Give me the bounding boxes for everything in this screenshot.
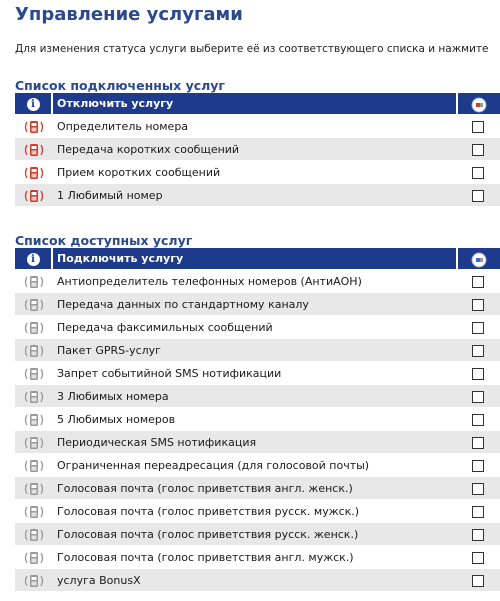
service-name: Передача данных по стандартному каналу	[53, 292, 456, 315]
action-header-cell	[456, 248, 500, 269]
row-icon-cell	[15, 384, 53, 407]
row-icon-cell	[15, 361, 53, 384]
service-name: услуга BonusX	[53, 568, 456, 591]
row-check-cell	[456, 407, 500, 430]
row-icon-cell	[15, 137, 53, 160]
available-section-title: Список доступных услуг	[15, 233, 193, 248]
available-services-table	[15, 248, 500, 591]
service-name: 1 Любимый номер	[53, 183, 456, 206]
table-row	[15, 384, 500, 407]
row-check-cell	[456, 476, 500, 499]
row-check-cell	[456, 499, 500, 522]
row-icon-cell	[15, 269, 53, 292]
row-check-cell	[456, 568, 500, 591]
service-name: Голосовая почта (голос приветствия англ. женск.)	[53, 476, 456, 499]
row-icon-cell	[15, 315, 53, 338]
service-checkbox[interactable]	[472, 483, 484, 495]
phone-inactive-icon	[23, 435, 45, 451]
row-check-cell	[456, 545, 500, 568]
phone-inactive-icon	[23, 550, 45, 566]
service-name: Определитель номера	[53, 114, 456, 137]
row-icon-cell	[15, 114, 53, 137]
service-checkbox[interactable]	[472, 299, 484, 311]
service-checkbox[interactable]	[472, 506, 484, 518]
phone-inactive-icon	[23, 573, 45, 589]
row-check-cell	[456, 315, 500, 338]
row-icon-cell	[15, 453, 53, 476]
row-icon-cell	[15, 499, 53, 522]
page-title: Управление услугами	[15, 4, 243, 25]
table-row	[15, 476, 500, 499]
connect-service-label: Подключить услугу	[57, 252, 184, 265]
phone-inactive-icon	[23, 481, 45, 497]
service-name: Пакет GPRS-услуг	[53, 338, 456, 361]
row-check-cell	[456, 453, 500, 476]
service-checkbox[interactable]	[472, 121, 484, 133]
service-name: 5 Любимых номеров	[53, 407, 456, 430]
table-row	[15, 183, 500, 206]
row-check-cell	[456, 137, 500, 160]
service-checkbox[interactable]	[472, 190, 484, 202]
service-checkbox[interactable]	[472, 552, 484, 564]
service-checkbox[interactable]	[472, 345, 484, 357]
table-header	[15, 93, 500, 114]
phone-inactive-icon	[23, 366, 45, 382]
table-row	[15, 453, 500, 476]
table-row	[15, 292, 500, 315]
table-row	[15, 407, 500, 430]
phone-inactive-icon	[23, 320, 45, 336]
service-checkbox[interactable]	[472, 460, 484, 472]
row-check-cell	[456, 361, 500, 384]
row-check-cell	[456, 114, 500, 137]
phone-inactive-icon	[23, 274, 45, 290]
table-row	[15, 160, 500, 183]
phone-active-icon	[23, 165, 45, 181]
table-row	[15, 114, 500, 137]
row-check-cell	[456, 430, 500, 453]
table-row	[15, 338, 500, 361]
phone-active-icon	[23, 142, 45, 158]
service-name: Голосовая почта (голос приветствия русск. мужск.)	[53, 499, 456, 522]
row-icon-cell	[15, 568, 53, 591]
service-name: Голосовая почта (голос приветствия русск. женск.)	[53, 522, 456, 545]
row-check-cell	[456, 292, 500, 315]
row-check-cell	[456, 160, 500, 183]
service-checkbox[interactable]	[472, 167, 484, 179]
info-header-cell	[15, 93, 53, 114]
service-name: Передача факсимильных сообщений	[53, 315, 456, 338]
table-header	[15, 248, 500, 269]
service-checkbox[interactable]	[472, 437, 484, 449]
info-header-cell	[15, 248, 53, 269]
table-row	[15, 499, 500, 522]
phone-inactive-icon	[23, 297, 45, 313]
phone-inactive-icon	[23, 343, 45, 359]
row-icon-cell	[15, 338, 53, 361]
row-icon-cell	[15, 407, 53, 430]
phone-active-icon	[23, 119, 45, 135]
info-icon[interactable]: i	[27, 253, 40, 266]
phone-active-icon	[23, 188, 45, 204]
info-icon[interactable]: i	[27, 98, 40, 111]
connect-plug-icon[interactable]	[471, 252, 487, 268]
phone-inactive-icon	[23, 458, 45, 474]
table-row	[15, 269, 500, 292]
phone-inactive-icon	[23, 527, 45, 543]
disconnect-service-label: Отключить услугу	[57, 97, 174, 110]
row-icon-cell	[15, 430, 53, 453]
service-checkbox[interactable]	[472, 575, 484, 587]
service-name: Голосовая почта (голос приветствия англ. мужск.)	[53, 545, 456, 568]
service-name: Прием коротких сообщений	[53, 160, 456, 183]
service-name: Периодическая SMS нотификация	[53, 430, 456, 453]
service-checkbox[interactable]	[472, 391, 484, 403]
phone-inactive-icon	[23, 504, 45, 520]
phone-inactive-icon	[23, 389, 45, 405]
service-checkbox[interactable]	[472, 529, 484, 541]
phone-inactive-icon	[23, 412, 45, 428]
table-row	[15, 361, 500, 384]
service-name: 3 Любимых номера	[53, 384, 456, 407]
table-row	[15, 137, 500, 160]
action-header-cell	[456, 93, 500, 114]
service-checkbox[interactable]	[472, 322, 484, 334]
service-checkbox[interactable]	[472, 368, 484, 380]
service-checkbox[interactable]	[472, 144, 484, 156]
service-checkbox[interactable]	[472, 414, 484, 426]
row-check-cell	[456, 384, 500, 407]
table-row	[15, 522, 500, 545]
connected-services-table	[15, 93, 500, 206]
table-row	[15, 315, 500, 338]
row-icon-cell	[15, 545, 53, 568]
row-icon-cell	[15, 476, 53, 499]
row-icon-cell	[15, 292, 53, 315]
row-check-cell	[456, 338, 500, 361]
service-name: Передача коротких сообщений	[53, 137, 456, 160]
table-row	[15, 545, 500, 568]
service-name: Антиопределитель телефонных номеров (АнтиАОН)	[53, 269, 456, 292]
table-row	[15, 430, 500, 453]
row-icon-cell	[15, 183, 53, 206]
intro-text: Для изменения статуса услуги выберите её из соответствующего списка и нажмите	[15, 43, 489, 55]
service-name: Ограниченная переадресация (для голосовой почты)	[53, 453, 456, 476]
disconnect-plug-icon[interactable]	[471, 97, 487, 113]
row-check-cell	[456, 269, 500, 292]
table-row	[15, 568, 500, 591]
row-check-cell	[456, 183, 500, 206]
row-check-cell	[456, 522, 500, 545]
service-checkbox[interactable]	[472, 276, 484, 288]
row-icon-cell	[15, 522, 53, 545]
row-icon-cell	[15, 160, 53, 183]
service-name: Запрет событийной SMS нотификации	[53, 361, 456, 384]
connected-section-title: Список подключенных услуг	[15, 78, 225, 93]
